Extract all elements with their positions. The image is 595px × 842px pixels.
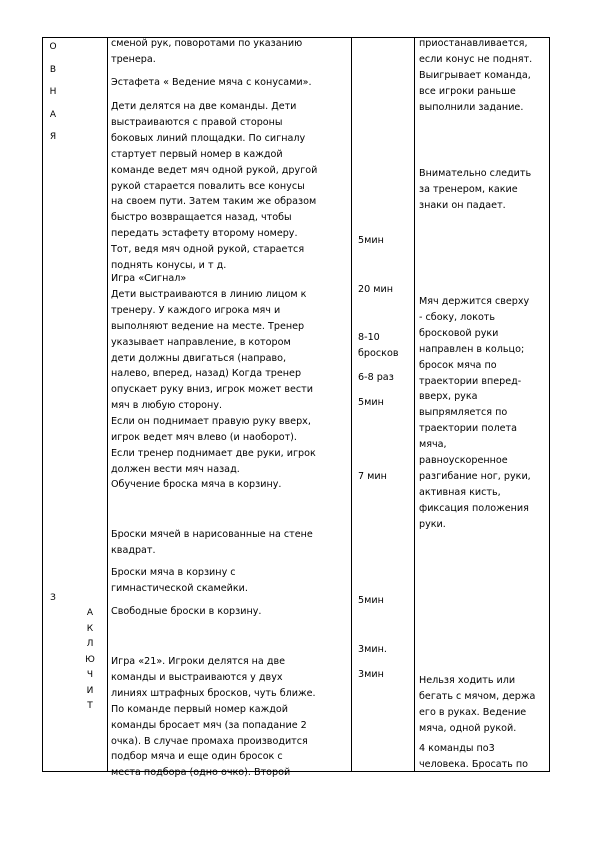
dosage: 5мин xyxy=(358,595,384,606)
dosage: 20 мин xyxy=(358,284,394,295)
dosage: 5мин xyxy=(358,397,384,408)
stage-letter: З xyxy=(50,593,56,603)
stage-letter: И xyxy=(86,685,94,696)
free-throws: Свободные броски в корзину. xyxy=(111,606,262,617)
relay-description: Дети делятся на две команды. Дети выстраиваются с правой стороны боковых линий площадки. По сигналу стартует первый номер в каждой команде ведет мяч одной рукой, другой рукой старается повалить все конусы на своем пути. Затем таким же образом быстро возвращается назад, чтобы передать эстафету второму номеру. Тот, ведя мяч одной рукой, старается поднять конусы, и т д. xyxy=(111,101,318,272)
dosage: 3мин xyxy=(358,669,384,680)
dosage: 7 мин xyxy=(358,471,387,482)
bench-throws: Броски мяча в корзину с гимнастической скамейки. xyxy=(111,567,248,594)
wall-throws: Броски мячей в нарисованные на стене квадрат. xyxy=(111,529,313,556)
content-paragraph-1: сменой рук, поворотами по указанию тренера. xyxy=(111,38,303,65)
stage-letter: О xyxy=(49,42,57,52)
dosage: 8-10 бросков xyxy=(358,332,399,359)
dosage: 5мин xyxy=(358,235,384,246)
stage-letter: К xyxy=(86,623,94,634)
table-divider-3 xyxy=(414,37,415,772)
relay-title: Эстафета « Ведение мяча с конусами». xyxy=(111,77,312,88)
stage-letter: А xyxy=(86,608,94,618)
dosage: 3мин. xyxy=(358,644,387,655)
signal-game: Игра «Сигнал» Дети выстраиваются в линию лицом к тренеру. У каждого игрока мяч и выполняют ведение на месте. Тренер указывает направление, в котором дети должны двигаться (направо, налево, вперед, назад) Когда тренер опускает руку вниз, игрок может вести мяч в любую сторону. Если он поднимает правую руку вверх, игрок ведет мяч влево (и наоборот). Если тренер поднимает две руки, игрок должен вести мяч назад. xyxy=(111,273,316,475)
note-5: 4 команды по3 человека. Бросать по xyxy=(419,743,529,770)
table-divider-2 xyxy=(351,37,352,772)
dosage: 6-8 раз xyxy=(358,372,394,383)
stage-label-main xyxy=(47,36,59,149)
stage-letter: Н xyxy=(49,87,57,97)
stage-letter: В xyxy=(49,64,57,75)
stage-letter: Л xyxy=(86,639,94,649)
stage-letter: Т xyxy=(87,701,93,711)
table-border-right xyxy=(549,37,550,772)
throw-training-title: Обучение броска мяча в корзину. xyxy=(111,479,282,490)
note-2: Внимательно следить за тренером, какие знаки он падает. xyxy=(419,168,532,211)
stage-letter: Ю xyxy=(85,654,95,665)
note-3: Мяч держится сверху - сбоку, локоть бросковой руки направлен в кольцо; бросок мяча по траектории вперед- вверх, рука выпрямляется по траектории полета мяча, равноускоренное разгибание ног, руки, активная кисть, фиксация положения руки. xyxy=(419,296,531,530)
table-border-left xyxy=(42,37,43,772)
note-1: приостанавливается, если конус не поднят. Выигрывает команда, все игроки раньше выполнили задание. xyxy=(419,38,533,113)
note-4: Нельзя ходить или бегать с мячом, держа его в руках. Ведение мяча, одной рукой. xyxy=(419,675,536,734)
game-21: Игра «21». Игроки делятся на две команды и выстраиваются у двух линиях штрафных бросков, чуть ближе. По команде первый номер каждой команды бросает мяч (за попадание 2 очка). В случае промаха производится подбор мяча и еще один бросок с места подбора (одно очко). Второй xyxy=(111,656,316,779)
stage-letter: Я xyxy=(49,132,57,142)
table-divider-1 xyxy=(107,37,108,772)
stage-letter: А xyxy=(49,109,57,120)
stage-label-final xyxy=(84,606,96,715)
stage-label-final-initial xyxy=(47,591,59,607)
stage-letter: Ч xyxy=(86,670,94,680)
